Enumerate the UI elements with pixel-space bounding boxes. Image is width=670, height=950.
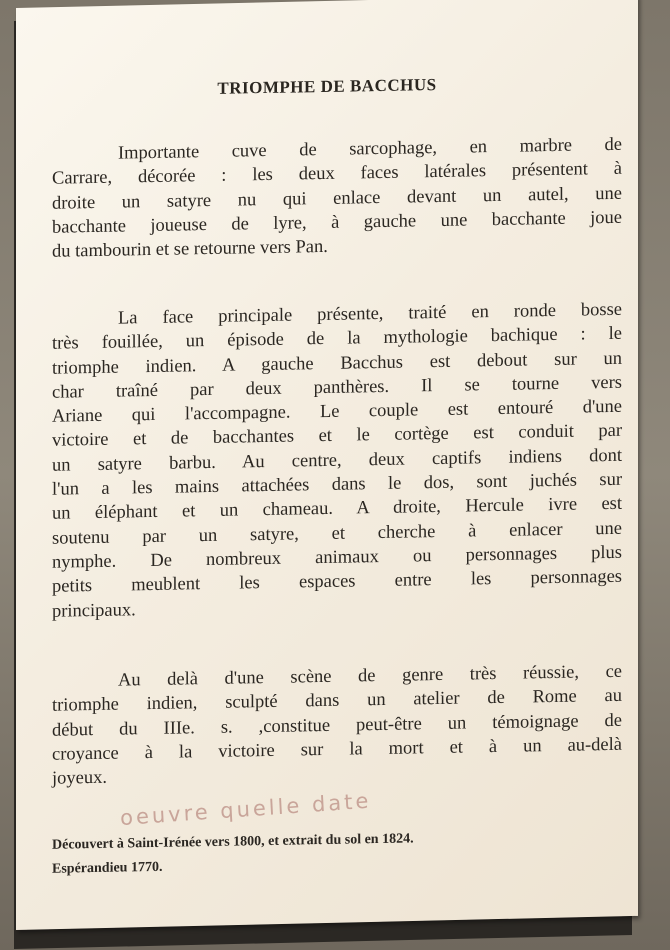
text-line: Au delà d'une scène de genre très réussie, ce xyxy=(118,661,622,691)
text-line: triomphe indien, sculpté dans un atelier de Rome au xyxy=(52,686,622,717)
text-line: un éléphant et un chameau. A droite, Hercule ivre est xyxy=(52,494,622,525)
text-line: Carrare, décorée : les deux faces latérales présentent à xyxy=(52,159,622,190)
footer-line: Découvert à Saint-Irénée vers 1800, et extrait du sol en 1824. xyxy=(52,831,414,853)
paragraph-1 xyxy=(52,133,622,264)
text-line: Ariane qui l'accompagne. Le couple est entouré d'une xyxy=(52,396,622,427)
footer-reference xyxy=(52,827,414,881)
text-line: principaux. xyxy=(52,599,136,622)
footer-line: Espérandieu 1770. xyxy=(52,859,163,877)
placard-title: TRIOMPHE DE BACCHUS xyxy=(217,75,437,98)
text-line: bacchante joueuse de lyre, à gauche une bacchante joue xyxy=(52,207,622,238)
handwritten-note: oeuvre quelle date xyxy=(119,788,372,831)
paragraph-3 xyxy=(52,660,622,791)
text-line: joyeux. xyxy=(52,767,107,789)
text-line: La face principale présente, traité en ronde bosse xyxy=(118,299,622,329)
text-line: un satyre barbu. Au centre, deux captifs indiens dont xyxy=(52,445,622,476)
text-line: droite un satyre nu qui enlace devant un autel, une xyxy=(52,183,622,214)
text-line: croyance à la victoire sur la mort et à un au-delà xyxy=(52,734,622,765)
text-line: triomphe indien. A gauche Bacchus est debout sur un xyxy=(52,348,622,379)
text-line: Importante cuve de sarcophage, en marbre de xyxy=(118,134,622,164)
text-line: début du IIIe. s. ,constitue peut-être un témoignage de xyxy=(52,710,622,741)
text-line: du tambourin et se retourne vers Pan. xyxy=(52,237,328,262)
text-line: nymphe. De nombreux animaux ou personnages plus xyxy=(52,542,622,573)
text-line: victoire et de bacchantes et le cortège est conduit par xyxy=(52,421,622,452)
text-line: soutenu par un satyre, et cherche à enlacer une xyxy=(52,518,622,549)
text-line: très fouillée, un épisode de la mythologie bachique : le xyxy=(52,324,622,355)
text-line: char traîné par deux panthères. Il se tourne vers xyxy=(52,372,622,403)
museum-placard xyxy=(16,0,638,930)
text-line: petits meublent les espaces entre les personnages xyxy=(52,567,622,598)
paragraph-2 xyxy=(52,298,622,624)
text-line: l'un a les mains attachées dans le dos, sont juchés sur xyxy=(52,469,622,500)
